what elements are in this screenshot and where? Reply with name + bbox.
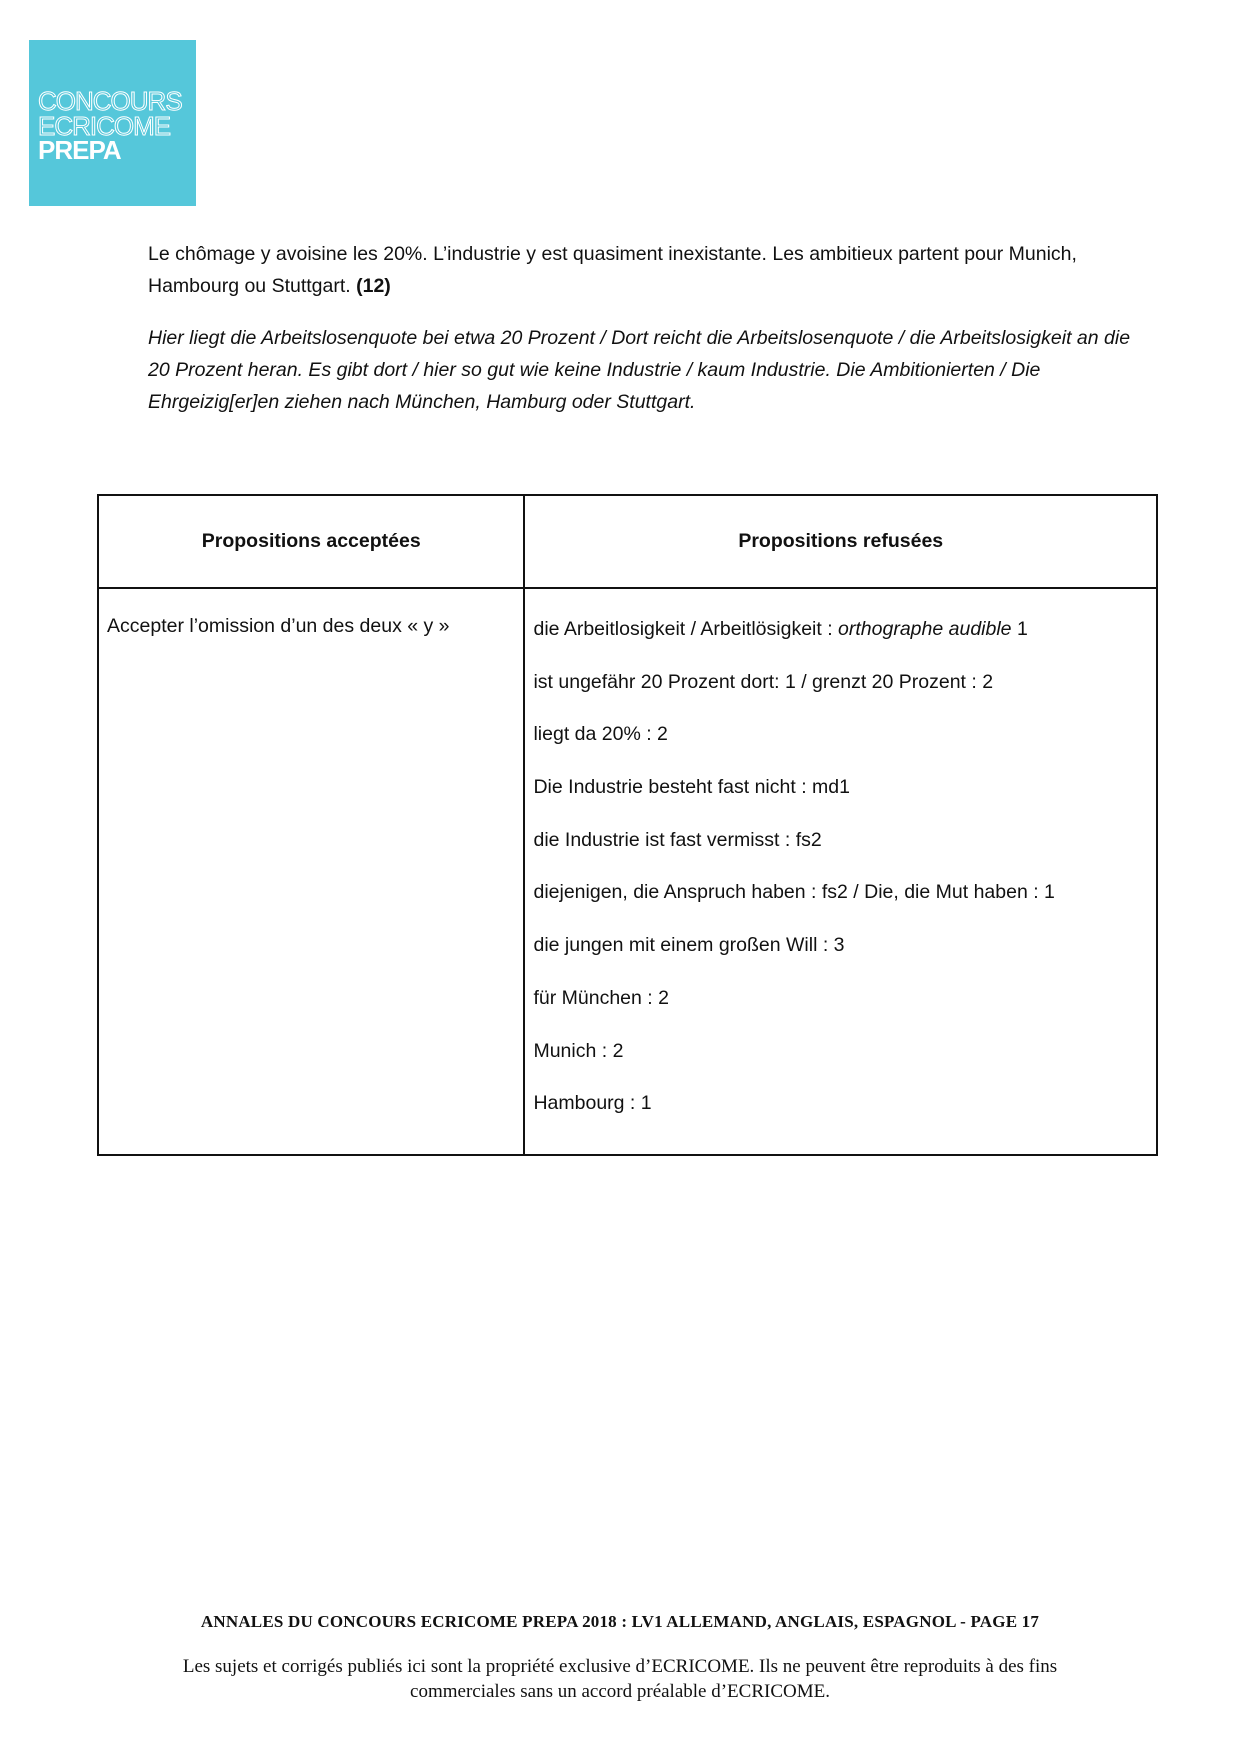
ecricome-logo bbox=[29, 40, 196, 206]
refused-item: für München : 2 bbox=[533, 986, 669, 1009]
refused-item: ist ungefähr 20 Prozent dort: 1 / grenzt 20 Prozent : 2 bbox=[533, 670, 994, 693]
accepted-cell bbox=[98, 588, 524, 1155]
points-value: (12) bbox=[356, 275, 391, 297]
header-refused: Propositions refusées bbox=[524, 495, 1157, 588]
refused-cell bbox=[524, 588, 1157, 1155]
refused-item: liegt da 20% : 2 bbox=[533, 723, 668, 746]
refused-item: Hambourg : 1 bbox=[533, 1092, 652, 1115]
propositions-table bbox=[97, 494, 1158, 1156]
french-source-text bbox=[148, 238, 1148, 302]
logo-line-concours: CONCOURS bbox=[38, 86, 182, 116]
logo-line-prepa: PREPA bbox=[38, 135, 121, 165]
header-accepted: Propositions acceptées bbox=[98, 495, 524, 588]
refused-item: Munich : 2 bbox=[533, 1039, 624, 1062]
german-translation: Hier liegt die Arbeitslosenquote bei etwa 20 Prozent / Dort reicht die Arbeitslosenquote / die Arbeitslosigkeit an die 20 Prozent heran. Es gibt dort / hier so gut wie keine Industrie / kaum Industrie. Die Ambitionierten / Die Ehrgeizig[er]en ziehen nach München, Hamburg oder Stuttgart. bbox=[148, 327, 1131, 413]
logo-line-ecricome: ECRICOME bbox=[38, 111, 171, 141]
footer-title: ANNALES DU CONCOURS ECRICOME PREPA 2018 : LV1 ALLEMAND, ANGLAIS, ESPAGNOL - PAGE 17 bbox=[200, 1612, 1040, 1631]
refused-item: die Industrie ist fast vermisst : fs2 bbox=[533, 828, 822, 851]
footer-copyright-note: Les sujets et corrigés publiés ici sont la propriété exclusive d’ECRICOME. Ils ne peuvent être reproduits à des fins commerciales sans un accord préalable d’ECRICOME. bbox=[182, 1656, 1058, 1702]
refused-item: die Arbeitlosigkeit / Arbeitlösigkeit : orthographe audible 1 bbox=[533, 618, 1028, 640]
french-sentence: Le chômage y avoisine les 20%. L’industrie y est quasiment inexistante. Les ambitieux partent pour Munich, Hambourg ou Stuttgart. bbox=[148, 243, 1077, 297]
refused-item: Die Industrie besteht fast nicht : md1 bbox=[533, 776, 850, 799]
accepted-item: Accepter l’omission d’un des deux « y » bbox=[107, 615, 450, 637]
refused-item: die jungen mit einem großen Will : 3 bbox=[533, 934, 845, 957]
table-body-row bbox=[98, 588, 1157, 1155]
table-header-row bbox=[98, 495, 1157, 588]
refused-item: diejenigen, die Anspruch haben : fs2 / Die, die Mut haben : 1 bbox=[533, 881, 1055, 904]
